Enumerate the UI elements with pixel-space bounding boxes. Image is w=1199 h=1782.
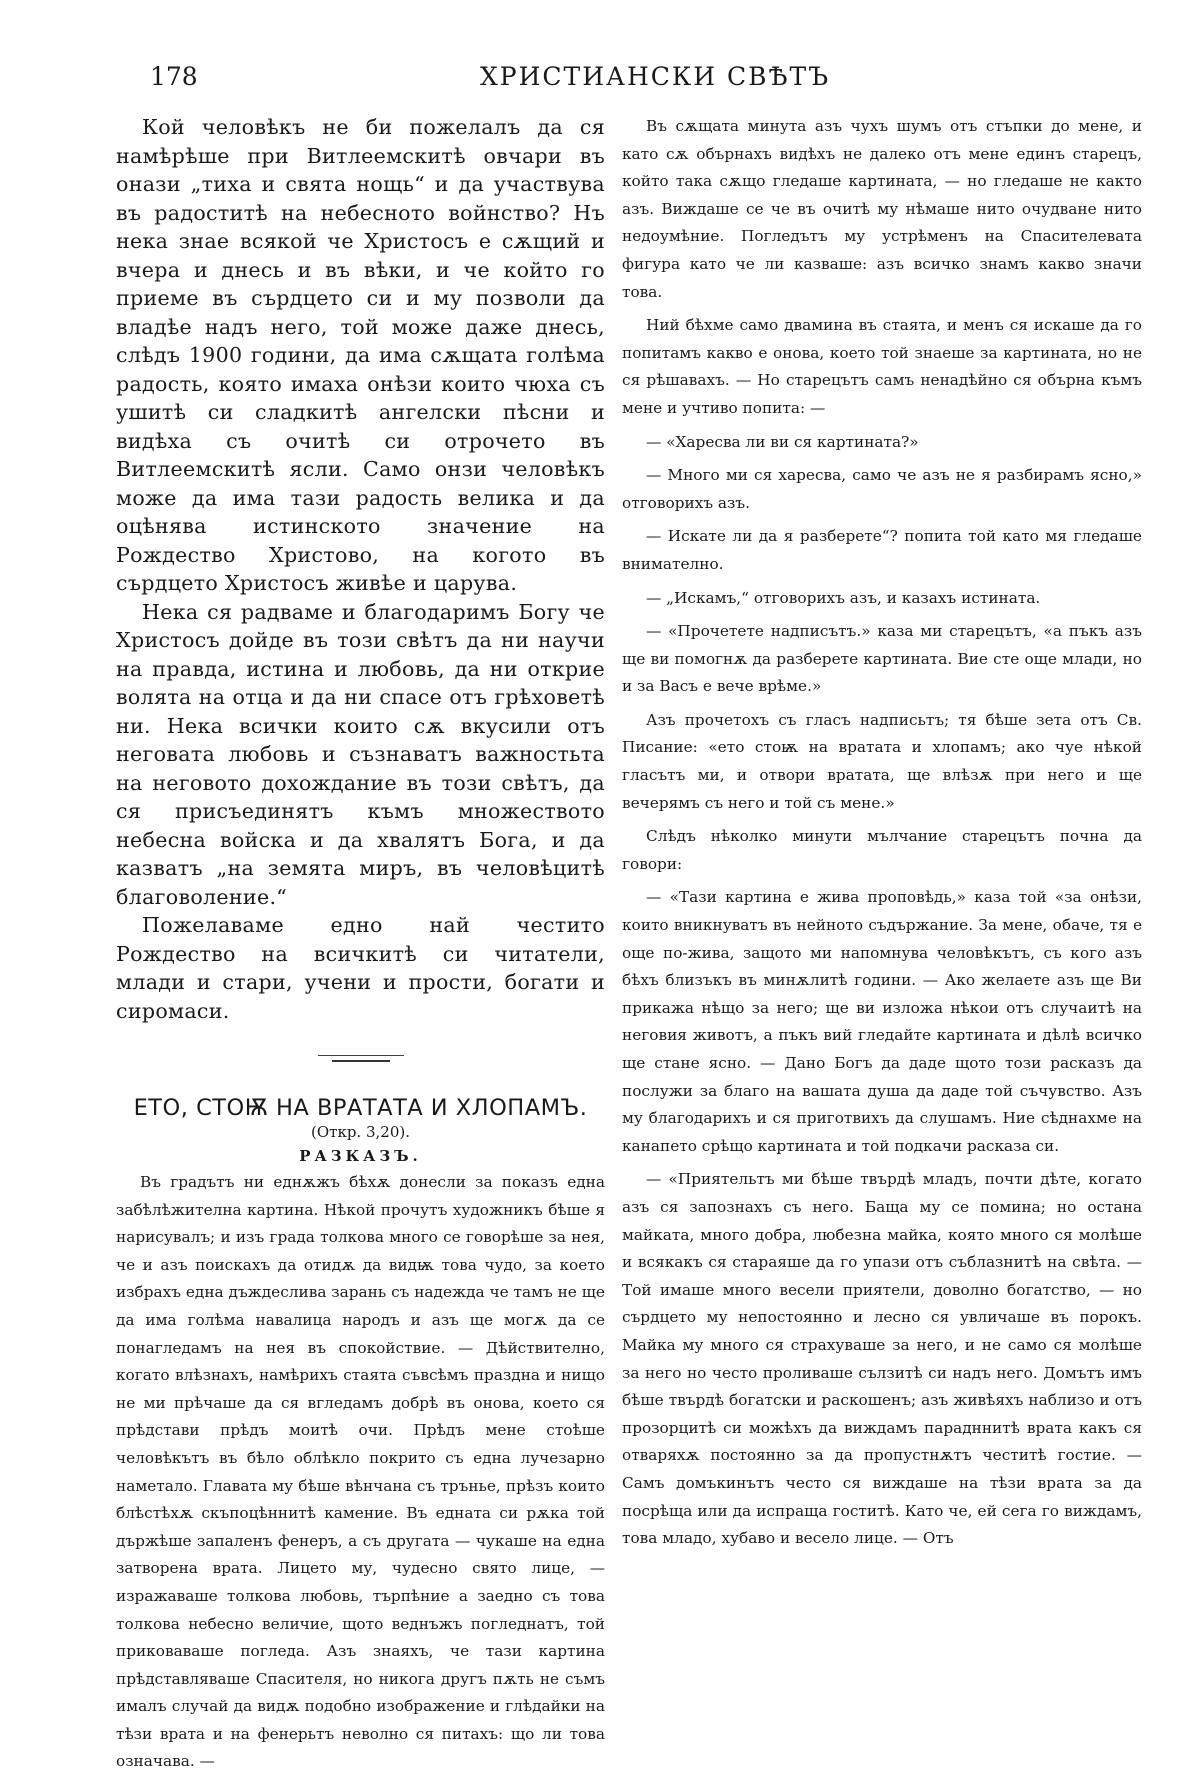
- story-paragraph-1: Въ градътъ ни еднѫжъ бѣхѫ донесли за показъ една забѣлѣжителна картина. Нѣкой прочутъ художникъ бѣше я нарисувалъ; и изъ града толкова много се говорѣше за нея, че и азъ поискахъ да отидѫ да видѭ това чудо, за което избрахъ една дъждеслива зарань съ надежда че тамъ не ще да има голѣма навалица народъ и азъ ще могѫ да се понагледамъ на нея въ спокойствие. — Дѣйствително, когато влѣзнахъ, намѣрихъ стаята съвсѣмъ праздна и нищо не ми прѣчаше да ся вгледамъ добрѣ въ онова, което ся прѣдстави прѣдъ моитѣ очи. Прѣдъ мене стоѣше человѣкътъ въ бѣло облѣкло покрито съ една лучезарно наметало. Главата му бѣше вѣнчана съ трънье, прѣзъ които блѣстѣхѫ скъпоцѣннитѣ камение. Въ едната си рѫка той държѣше запаленъ фенеръ, а съ другата — чукаше на една затворена врата. Лицето му, чудесно свято лице, — изражаваше толкова любовь, търпѣние а заедно съ това толкова небесно величие, щото веднъжъ погледнатъ, той приковаваше погледа. Азъ знаяхъ, че тази картина прѣдставляваше Спасителя, но никога другъ пѫть не съмъ ималъ случай да видѫ подобно изображение и глѣдайки на тѣзи врата и на фенерьтъ неволно ся питахъ: що ли това означава. —: [116, 1173, 605, 1771]
- right-paragraph-3: — «Харесва ли ви ся картината?»: [646, 432, 919, 451]
- section-divider-ornament: [318, 1051, 404, 1065]
- page-number: 178: [150, 62, 198, 91]
- intro-paragraph-2: Нека ся радваме и благодаримъ Богу че Христосъ дойде въ този свѣтъ да ни научи на правда, истина и любовь, да ни открие волята на отца и да ни спасе отъ грѣховетѣ ни. Нека всички които сѫ вкусили отъ неговата любовь и съзнаватъ важностьта на неговото дохождание въ този свѣтъ, да ся присъединятъ къмъ множеството небесна войска и да хвалятъ Бога, и да казватъ „на земята миръ, въ человѣцитѣ благоволение.“: [116, 599, 605, 909]
- right-paragraph-6: — „Искамъ,“ отговорихъ азъ, и казахъ истината.: [646, 588, 1041, 607]
- left-column: [116, 113, 605, 1782]
- intro-paragraph-3: Пожелаваме едно най честито Рождество на всичкитѣ си читатели, млади и стари, учени и прости, богати и сиромаси.: [116, 913, 605, 1023]
- story-kind: РАЗКАЗЪ.: [299, 1147, 422, 1165]
- page-header: [150, 62, 1110, 106]
- right-paragraph-9: Слѣдъ нѣколко минути мълчание старецътъ почна да говори:: [622, 827, 1142, 873]
- right-paragraph-10: — «Тази картина е жива проповѣдь,» каза той «за онѣзи, които вникнуватъ въ нейното съдържание. За мене, обаче, тя е още по-жива, защото ми напомнува человѣкътъ, съ кого азъ бѣхъ близъкъ въ минѫлитѣ години. — Ако желаете азъ ще Ви прикажа нѣщо за него; ще ви изложа нѣкои отъ случаитѣ на неговия животъ, а пъкъ вий гледайте картината и дѣлѣ всичко ще стане ясно. — Дано Богъ да даде щото този расказъ да послужи за благо на вашата душа да даде той съчувство. Азъ му благодарихъ и ся приготвихъ да слушамъ. Ние сѣднахме на канапето срѣщо картината и той подкачи расказа си.: [622, 888, 1142, 1155]
- right-paragraph-7: — «Прочетете надписътъ.» каза ми старецътъ, «а пъкъ азъ ще ви помогнѫ да разберете картината. Вие сте още млади, но и за Васъ е вече врѣме.»: [622, 622, 1142, 696]
- right-paragraph-11: — «Приятельтъ ми бѣше твърдѣ младъ, почти дѣте, когато азъ ся запознахъ съ него. Баща му се помина; но остана майката, много добра, любезна майка, която много ся молѣше и всякакъ ся стараяше да го упази отъ съблазнитѣ на свѣта. — Той имаше много весели приятели, доволно богатство, — но сърдцето му непостоянно и лесно ся увличаше въ порокъ. Майка му много ся страхуваше за него, и не само ся молѣше за него но често проливаше сълзитѣ си надъ него. Домътъ имъ бѣше твърдѣ богатски и раскошенъ; азъ живѣяхъ наблизо и отъ прозорцитѣ си можѣхъ да виждамъ парадннитѣ врата какъ ся отваряхѫ постоянно за да пропустнѫтъ честитѣ гостие. — Самъ домъкинътъ често ся виждаше на тѣзи врата за да посрѣща или да испраща гоститѣ. Като че, ей сега го виждамъ, това младо, хубаво и весело лице. — Отъ: [622, 1170, 1142, 1548]
- journal-title: ХРИСТИАНСКИ СВѢТЪ: [480, 62, 831, 91]
- right-paragraph-8: Азъ прочетохъ съ гласъ надписьтъ; тя бѣше зета отъ Св. Писание: «ето стоѭ на вратата и хлопамъ; ако чуе нѣкой гласътъ ми, и отвори вратата, ще влѣзѫ при него и ще вечерямъ съ него и той съ мене.»: [622, 710, 1142, 812]
- right-paragraph-2: Ний бѣхме само двамина въ стаята, и менъ ся искаше да го попитамъ какво е онова, което той знаеше за картината, но не ся рѣшавахъ. — Но старецътъ самъ ненадѣйно ся обърна къмъ мене и учтиво попита: —: [622, 316, 1142, 417]
- story-reference: (Откр. 3,20).: [311, 1123, 410, 1141]
- right-paragraph-5: — Искате ли да я разберете“? попита той като мя гледаше внимателно.: [622, 527, 1142, 573]
- intro-paragraph-1: Кой человѣкъ не би пожелалъ да ся намѣрѣше при Витлеемскитѣ овчари въ онази „тиха и свята нощь“ и да участвува въ радоститѣ на небесното войнство? Нъ нека знае всякой че Христосъ е сѫщий и вчера и днесь и въ вѣки, и че който го приеме въ сърдцето си и му позволи да владѣе надъ него, той може даже днесь, слѣдъ 1900 години, да има сѫщата голѣма радость, която имаха онѣзи които чюха съ ушитѣ си сладкитѣ ангелски пѣсни и видѣха съ очитѣ си отрочето въ Витлеемскитѣ ясли. Само онзи человѣкъ може да има тази радость велика и да оцѣнява истинското значение на Рождество Христово, на когото въ сърдцето Христосъ живѣе и царува.: [116, 115, 605, 595]
- right-paragraph-4: — Много ми ся харесва, само че азъ не я разбирамъ ясно,» отговорихъ азъ.: [622, 466, 1142, 512]
- story-title: ЕТО, СТОѬ НА ВРАТАТА И ХЛОПАМЪ.: [133, 1095, 588, 1121]
- right-column: [622, 113, 1142, 1559]
- right-paragraph-1: Въ сѫщата минута азъ чухъ шумъ отъ стъпки до мене, и като сѫ обърнахъ видѣхъ не далеко отъ мене единъ старецъ, който така сѫщо гледаше картината, — но гледаше не както азъ. Виждаше се че въ очитѣ му нѣмаше нито очудване нито недоумѣние. Погледътъ му устрѣменъ на Спасителевата фигура като че ли казваше: азъ всичко знамъ какво значи това.: [622, 117, 1142, 301]
